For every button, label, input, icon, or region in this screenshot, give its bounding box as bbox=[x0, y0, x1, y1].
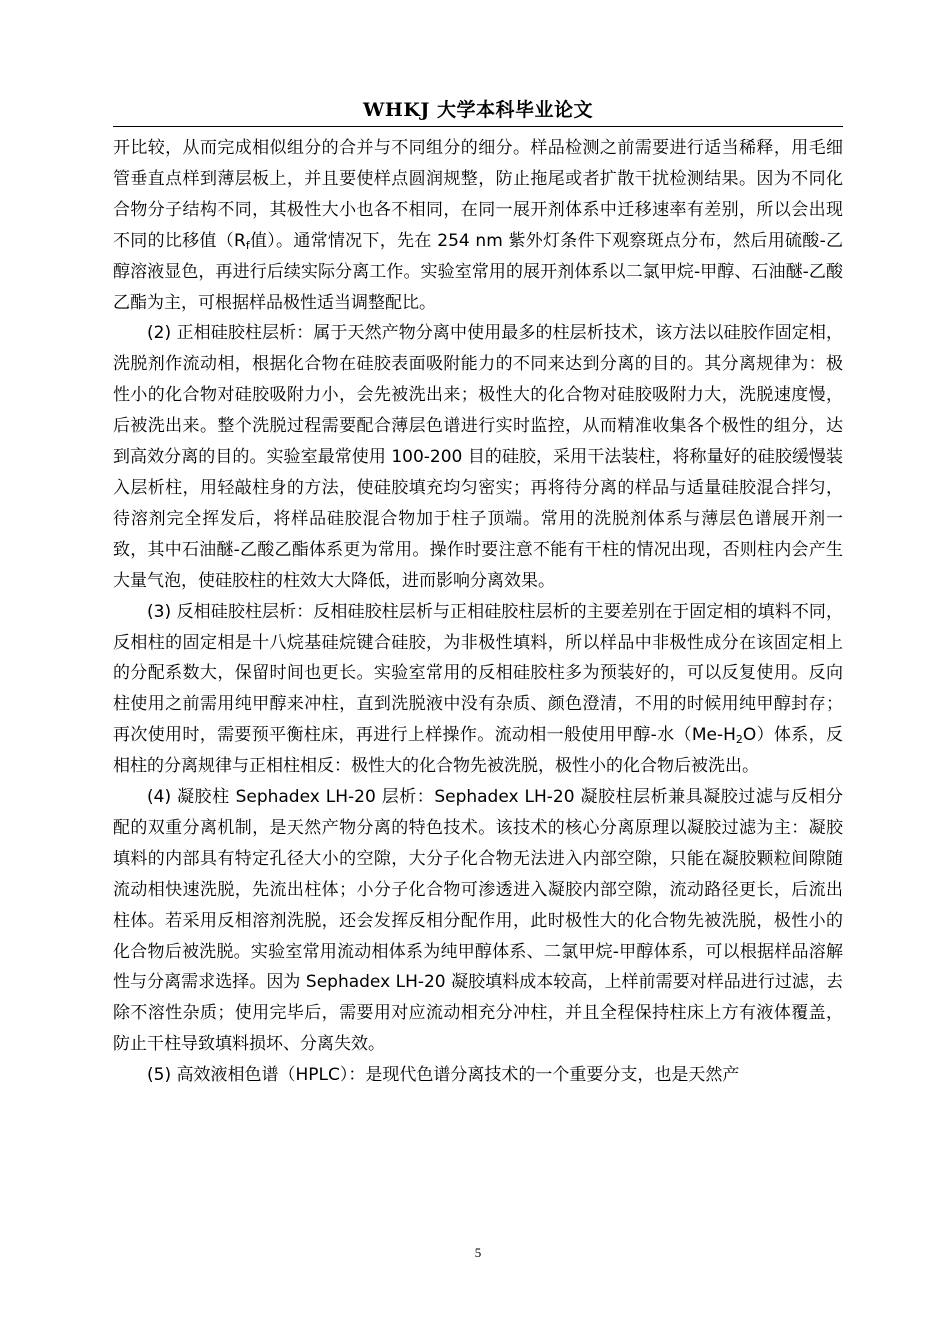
page-number: 5 bbox=[474, 1245, 482, 1260]
paragraph-reverse-phase: (3) 反相硅胶柱层析：反相硅胶柱层析与正相硅胶柱层析的主要差别在于固定相的填料不同，反相柱的固定相是十八烷基硅烷键合硅胶，为非极性填料，所以样品中非极性成分在该固定相上的分配系数大，保留时间也更长。实验室常用的反相硅胶柱多为预装好的，可以反复使用。反向柱使用之前需用纯甲醇来冲柱，直到洗脱液中没有杂质、颜色澄清，不用的时候用纯甲醇封存；再次使用时，需要预平衡柱床，再进行上样操作。流动相一般使用甲醇-水$(Me-H_2O)$体系，反相柱的分离规律与正相柱相反：极性大的化合物先被洗脱，极性小的化合物后被洗出。 bbox=[113, 601, 843, 777]
page-header: WHKJ 大学本科毕业论文 bbox=[113, 96, 843, 127]
paragraph-normal-phase: (2) 正相硅胶柱层析：属于天然产物分离中使用最多的柱层析技术，该方法以硅胶作固定相，洗脱剂作流动相，根据化合物在硅胶表面吸附能力的不同来达到分离的目的。其分离规律为：极性小的化合物对硅胶吸附力小，会先被洗出来；极性大的化合物对硅胶吸附力大，洗脱速度慢，后被洗出来。整个洗脱过程需要配合薄层色谱进行实时监控，从而精准收集各个极性的组分，达到高效分离的目的。实验室最常使用 100-200 目的硅胶，采用干法装柱，将称量好的硅胶缓慢装入层析柱，用轻敲柱身的方法，使硅胶填充均匀密实；再将待分离的样品与适量硅胶混合拌匀，待溶剂完全挥发后，将样品硅胶混合物加于柱子顶端。常用的洗脱剂体系与薄层色谱展开剂一致，其中石油醚-乙酸乙酯体系更为常用。操作时要注意不能有干柱的情况出现，否则柱内会产生大量气泡，使硅胶柱的柱效大大降低，进而影响分离效果。 bbox=[113, 323, 843, 591]
paragraph-hplc: (5) 高效液相色谱（HPLC）：是现代色谱分离技术的一个重要分支，也是天然产 bbox=[147, 1065, 740, 1086]
paragraph-sephadex: (4) 凝胶柱 Sephadex LH-20 层析：Sephadex LH-20 凝胶柱层析兼具凝胶过滤与反相分配的双重分离机制，是天然产物分离的特色技术。该技术的核心分离原理以凝胶过滤为主：凝胶填料的内部具有特定孔径大小的空隙，大分子化合物无法进入内部空隙，只能在凝胶颗粒间隙随流动相快速洗脱，先流出柱体；小分子化合物可渗透进入凝胶内部空隙，流动路径更长，后流出柱体。若采用反相溶剂洗脱，还会发挥反相分配作用，此时极性大的化合物先被洗脱，极性小的化合物后被洗脱。实验室常用流动相体系为纯甲醇体系、二氯甲烷-甲醇体系，可以根据样品溶解性与分离需求选择。因为 Sephadex LH-20 凝胶填料成本较高，上样前需要对样品进行过滤，去除不溶性杂质；使用完毕后，需要用对应流动相充分冲柱，并且全程保持柱床上方有液体覆盖，防止干柱导致填料损坏、分离失效。 bbox=[113, 787, 843, 1055]
paragraph-tlc-continuation: 开比较，从而完成相似组分的合并与不同组分的细分。样品检测之前需要进行适当稀释，用毛细管垂直点样到薄层板上，并且要使样点圆润规整，防止拖尾或者扩散干扰检测结果。因为不同化合物分子结构不同，其极性大小也各不相同，在同一展开剂体系中迁移速率有差别，所以会出现不同的比移值（$R_f$值）。通常情况下，先在 254 nm 紫外灯条件下观察斑点分布，然后用硫酸-乙醇溶液显色，再进行后续实际分离工作。实验室常用的展开剂体系以二氯甲烷-甲醇、石油醚-乙酸乙酯为主，可根据样品极性适当调整配比。 bbox=[113, 138, 843, 313]
body-text bbox=[113, 133, 843, 1091]
